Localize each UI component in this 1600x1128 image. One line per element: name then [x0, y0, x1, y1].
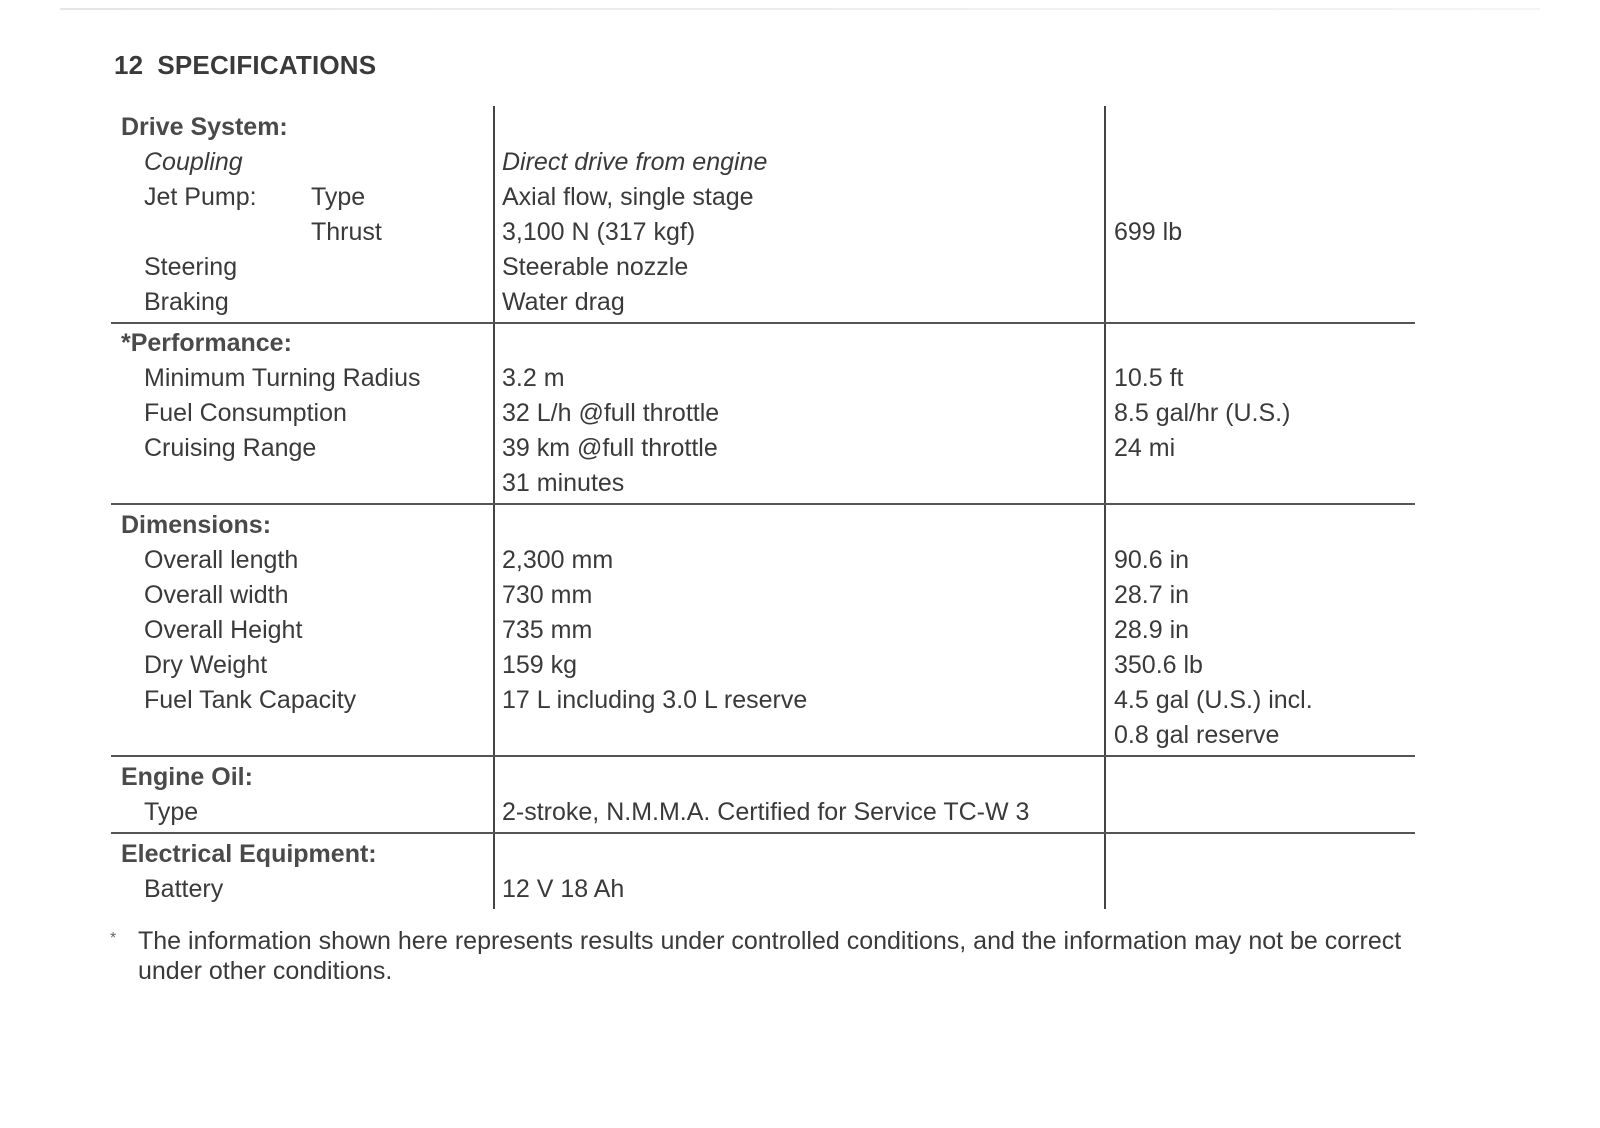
section-performance [111, 324, 1415, 505]
spec-imperial-value: 24 mi [1114, 434, 1176, 462]
specifications-table [111, 106, 1415, 909]
spec-label: Coupling [144, 148, 243, 176]
section-engine-oil [111, 757, 1415, 834]
spec-label: Dry Weight [144, 651, 268, 679]
spec-label: Jet Pump: [144, 183, 257, 211]
spec-sublabel: Type [311, 183, 366, 211]
spec-row-braking [111, 285, 1415, 320]
spec-metric-value: 159 kg [502, 651, 578, 679]
spec-metric-value: Axial flow, single stage [502, 183, 754, 211]
spec-row-battery [111, 872, 1415, 907]
top-rule [60, 8, 1540, 10]
spec-label: Minimum Turning Radius [144, 364, 421, 392]
spec-row-coupling [111, 145, 1415, 180]
spec-row-turning-radius [111, 361, 1415, 396]
spec-imperial-value: 8.5 gal/hr (U.S.) [1114, 399, 1291, 427]
spec-row-jet-pump-thrust [111, 215, 1415, 250]
section-heading-row [111, 508, 1415, 543]
spec-imperial-value: 10.5 ft [1114, 364, 1184, 392]
spec-metric-value: 12 V 18 Ah [502, 875, 625, 903]
section-heading-row [111, 837, 1415, 872]
spec-row-overall-height [111, 613, 1415, 648]
footnote-text: The information shown here represents results under controlled conditions, and the information may not be correct under other conditions. [138, 927, 1402, 985]
section-heading: Dimensions: [121, 511, 272, 539]
spec-row-fuel-consumption [111, 396, 1415, 431]
spec-row-oil-type [111, 795, 1415, 830]
section-heading: Electrical Equipment: [121, 840, 377, 868]
spec-metric-value: 730 mm [502, 581, 593, 609]
spec-label: Battery [144, 875, 224, 903]
section-dimensions [111, 505, 1415, 757]
spec-metric-value: 2-stroke, N.M.M.A. Certified for Service TC-W 3 [502, 798, 1030, 826]
spec-label: Braking [144, 288, 229, 316]
section-electrical-equipment [111, 834, 1415, 909]
spec-imperial-value: 0.8 gal reserve [1114, 721, 1280, 749]
spec-label: Fuel Consumption [144, 399, 347, 427]
spec-metric-value: Steerable nozzle [502, 253, 689, 281]
spec-metric-value: 2,300 mm [502, 546, 614, 574]
spec-row-overall-length [111, 543, 1415, 578]
spec-sublabel: Thrust [311, 218, 382, 246]
spec-row-overall-width [111, 578, 1415, 613]
spec-row-dry-weight [111, 648, 1415, 683]
spec-imperial-value: 90.6 in [1114, 546, 1190, 574]
spec-imperial-value: 350.6 lb [1114, 651, 1203, 679]
footnote-marker: * [110, 930, 117, 947]
spec-metric-value: 39 km @full throttle [502, 434, 718, 462]
page-number: 12 [114, 50, 144, 80]
section-drive-system [111, 106, 1415, 324]
spec-metric-value: Direct drive from engine [502, 148, 768, 176]
page-header [114, 50, 376, 81]
spec-metric-value: 735 mm [502, 616, 593, 644]
spec-imperial-value: 4.5 gal (U.S.) incl. [1114, 686, 1313, 714]
spec-metric-value: 3,100 N (317 kgf) [502, 218, 696, 246]
spec-imperial-value: 28.9 in [1114, 616, 1190, 644]
spec-metric-value: 3.2 m [502, 364, 565, 392]
spec-metric-value: 31 minutes [502, 469, 625, 497]
spec-row-fuel-tank-capacity [111, 683, 1415, 718]
spec-row-steering [111, 250, 1415, 285]
spec-label: Overall length [144, 546, 299, 574]
spec-metric-value: Water drag [502, 288, 625, 316]
spec-metric-value: 32 L/h @full throttle [502, 399, 720, 427]
spec-imperial-value: 28.7 in [1114, 581, 1190, 609]
section-heading-row [111, 326, 1415, 361]
spec-row-cruising-time [111, 466, 1415, 501]
section-heading: *Performance: [121, 329, 292, 357]
section-heading: Engine Oil: [121, 763, 253, 791]
section-heading-row [111, 760, 1415, 795]
spec-label: Type [144, 798, 199, 826]
spec-row-jet-pump-type [111, 180, 1415, 215]
spec-imperial-value: 699 lb [1114, 218, 1183, 246]
spec-label: Overall Height [144, 616, 303, 644]
spec-row-cruising-range [111, 431, 1415, 466]
spec-row-fuel-tank-reserve [111, 718, 1415, 753]
section-heading: Drive System: [121, 113, 288, 141]
spec-label: Fuel Tank Capacity [144, 686, 357, 714]
page-title: SPECIFICATIONS [157, 50, 377, 80]
spec-label: Steering [144, 253, 238, 281]
spec-label: Cruising Range [144, 434, 317, 462]
spec-label: Overall width [144, 581, 289, 609]
spec-metric-value: 17 L including 3.0 L reserve [502, 686, 808, 714]
section-heading-row [111, 110, 1415, 145]
